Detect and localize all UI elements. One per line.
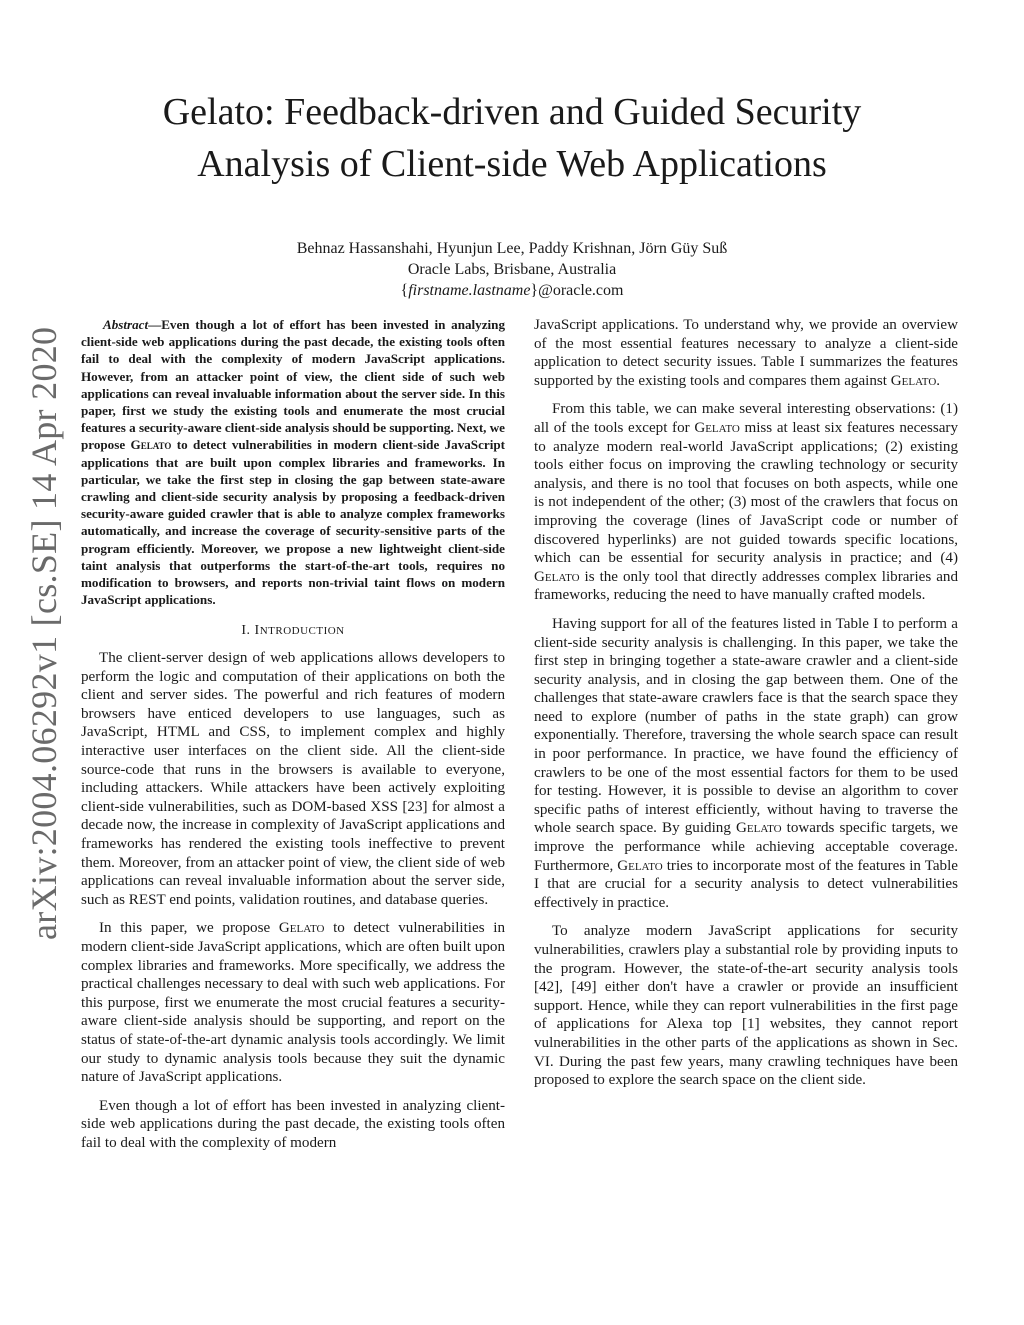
right-p3-text-a: Having support for all of the features listed in Table I to perform a client-side security analysis is challenging. In this paper, we take the first step in bringing together a state-aware crawler and a client-side security analysis, and in closing the gap between them. One of the challenges that state-aware crawlers face is that the search space they need to explore (number of paths in the state graph) can grow exponentially. Therefore, traversing the whole search space can result in poor performance. In practice, we have found the efficiency of crawlers to be one of the most essential factors for them to be used for testing. However, it is possible to devise an algorithm to cover specific paths of interest efficiently, without having to traverse the whole search space. By guiding xyxy=(534,615,958,837)
intro-p2-gelato: Gelato xyxy=(278,920,325,937)
email-brace-open: { xyxy=(400,282,409,299)
intro-paragraph-3: Even though a lot of effort has been invested in analyzing client-side web applications during the past decade, the existing tools often fail to deal with the complexity of modern xyxy=(81,1097,505,1151)
right-p2-text-a: From this table, we can make several interesting observations: (1) all of the tools except for xyxy=(534,401,958,436)
title-line-2: Analysis of Client-side Web Applications xyxy=(197,143,827,185)
abstract-label: Abstract xyxy=(103,317,149,332)
author-names: Behnaz Hassanshahi, Hyunjun Lee, Paddy Krishnan, Jörn Güy Suß xyxy=(296,240,728,257)
author-email xyxy=(60,280,964,301)
title-line-1: Gelato: Feedback-driven and Guided Security xyxy=(162,91,862,133)
right-paragraph-3 xyxy=(534,615,958,913)
author-block xyxy=(60,238,964,301)
section-title-initial: I xyxy=(254,623,260,639)
right-p1-text-1: JavaScript applications. To understand why, we provide an overview of the most essential features necessary to analyze a client-side application to detect security issues. Table I summarizes the features supported by the existing tools and compares them against xyxy=(534,317,958,389)
right-p3-gelato-1: Gelato xyxy=(736,820,782,837)
right-p1-text-2: . xyxy=(936,372,941,389)
email-domain: @oracle.com xyxy=(538,282,624,299)
abstract xyxy=(81,316,505,608)
right-p2-gelato-1: Gelato xyxy=(694,419,740,436)
intro-paragraph-2 xyxy=(81,919,505,1086)
right-p3-text-c: tries to incorporate most of the features in Table I that are crucial for a security analysis to detect vulnerabilities effectively in practice. xyxy=(534,857,958,911)
email-placeholder: firstname.lastname xyxy=(408,282,531,299)
email-brace-close: } xyxy=(530,282,539,299)
intro-paragraph-1: The client-server design of web applications allows developers to perform the logic and computation of their applications on both the client and server sides. The powerful and rich features of modern browsers have enticed developers to use languages, such as JavaScript, HTML and CSS, to implement complex and highly interactive user interfaces on the client side. All the client-side source-code that runs in the browsers is available to everyone, including attackers. While attackers have been actively exploiting client-side vulnerabilities, such as DOM-based XSS [23] for almost a decade now, the increase in complexity of JavaScript applications and frameworks has rendered the existing tools ineffective to prevent them. Moreover, from an attacker point of view, the client side of web applications can reveal invaluable information about the server side, such as REST end points, validation routines, and database queries. xyxy=(81,650,505,908)
right-p2-text-b: miss at least six features necessary to analyze modern real-world JavaScript applications; (2) existing tools either focus on improving the crawling technology or security analysis, and there is no tool that focuses on both aspects, while one is not independent of the other; (3) most of the crawlers that focus on improving the coverage (lines of JavaScript code or number of discovered hyperlinks) are not guided towards specific locations, which can be essential for security analysis in practice; and (4) xyxy=(534,419,958,567)
right-column xyxy=(534,316,958,1100)
author-affiliation: Oracle Labs, Brisbane, Australia xyxy=(407,261,617,278)
abstract-text-2: to detect vulnerabilities in modern client-side JavaScript applications that are built upon complex libraries and frameworks. In particular, we take the first step in closing the gap between state-aware crawling and client-side security analysis by proposing a feedback-driven security-aware guided crawler that is able to analyze complex frameworks automatically, and increase the coverage of security-sensitive parts of the program efficiently. Moreover, we propose a new lightweight client-side taint analysis that outperforms the start-of-the-art tools, requires no modification to browsers, and reports non-trivial taint flows on modern JavaScript applications. xyxy=(81,437,505,608)
abstract-text-1: Even though a lot of effort has been invested in analyzing client-side web applications during the past decade, the existing tools often fail to deal with the complexity of modern JavaScript applications. However, from an attacker point of view, the client side of such web applications can reveal invaluable information about the server side. In this paper, first we study the existing tools and enumerate the most crucial features a security-aware client-side analysis should be supporting. Next, we propose xyxy=(81,317,505,453)
left-column xyxy=(81,316,505,1162)
right-p3-gelato-2: Gelato xyxy=(617,857,663,874)
right-p1-gelato: Gelato xyxy=(890,372,937,389)
section-number: I. xyxy=(241,623,251,639)
right-p3-text-b: towards specific targets, we improve the performance while achieving acceptable coverage. Furthermore, xyxy=(534,820,959,874)
right-p2-text-c: is the only tool that directly addresses complex libraries and frameworks, reducing the need to have manually crafted models. xyxy=(534,568,958,604)
right-paragraph-2 xyxy=(534,400,958,605)
abstract-dash: — xyxy=(148,317,162,332)
right-p2-gelato-2: Gelato xyxy=(534,568,580,585)
right-paragraph-4: To analyze modern JavaScript applications for security vulnerabilities, crawlers play a substantial role by providing inputs to the program. However, the state-of-the-art security analysis tools [42], [49] either don't have a crawler or provide an insufficient support. Hence, while they can report vulnerabilities in the first page of applications for Alexa top [1] websites, they cannot report vulnerabilities in the other parts of the applications as shown in Sec. VI. During the past few years, many crawling techniques have been proposed to explore the search space on the client side. xyxy=(534,923,958,1089)
abstract-gelato: Gelato xyxy=(130,437,172,453)
intro-p2-text-1: In this paper, we propose xyxy=(99,920,279,937)
intro-p2-text-2: to detect vulnerabilities in modern client-side JavaScript applications, which are often built upon complex libraries and frameworks. More specifically, we address the practical challenges necessary to deal with such web applications. For this purpose, first we enumerate the most crucial features a security-aware client-side analysis should be supporting, and report on the status of state-of-the-art dynamic analysis tools accordingly. We limit our study to dynamic analysis tools because they suit the dynamic nature of JavaScript applications. xyxy=(81,920,505,1086)
section-heading-introduction xyxy=(81,622,505,641)
section-title-rest: NTRODUCTION xyxy=(259,625,345,638)
right-paragraph-1 xyxy=(534,316,958,390)
arxiv-identifier: arXiv:2004.06292v1 [cs.SE] 14 Apr 2020 xyxy=(24,326,64,940)
paper-title xyxy=(60,86,964,190)
